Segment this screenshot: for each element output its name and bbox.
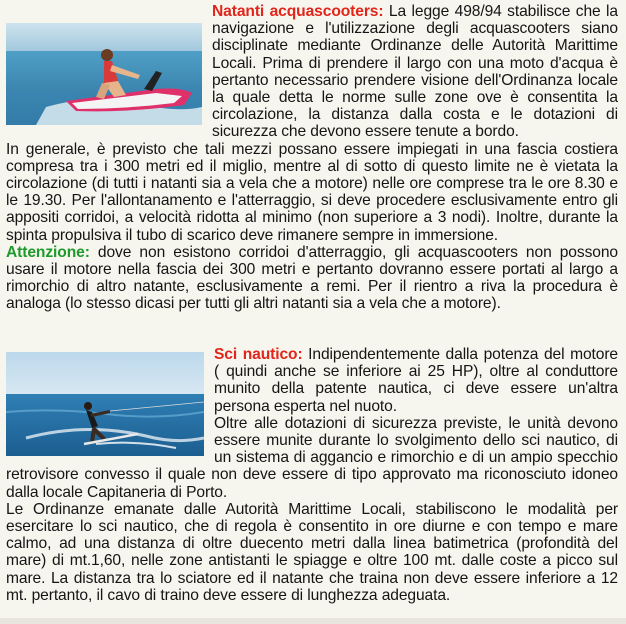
jet-ski-photo [6, 23, 202, 125]
bottom-edge [0, 618, 626, 624]
warning-text: dove non esistono corridoi d'atterraggio, gli acquascooters non possono usare il motore nella fascia dei 300 metri e pertanto dovranno essere portati al largo a rimorchio di altro natante, esclusivamente a remi. Per il rientro a riva la procedura è analoga (lo stesso dicasi per tutti gli altri natanti sia a vela che a motore). [6, 243, 618, 313]
jet-ski-title: Natanti acquascooters: [212, 3, 384, 20]
water-ski-title: Sci nautico: [214, 346, 303, 363]
water-ski-section [6, 346, 618, 604]
warning-label: Attenzione: [6, 243, 90, 261]
water-ski-paragraph-3: Le Ordinanze emanate dalle Autorità Marittime Locali, stabiliscono le modalità per esercitare lo sci nautico, che di regola è consentito in ore diurne e con tempo e mare calmo, ad una distanza di oltre duecento metri dalla linea batimetrica (profondità del mare) di mt.1,60, nelle zone antistanti le spiagge e oltre 100 mt. dalle coste a picco sul mare. La distanza tra lo sciatore ed il natante che traina non deve essere inferiore a 12 mt. pertanto, il cavo di traino deve essere di lunghezza adeguata. [6, 500, 618, 604]
jet-ski-section [6, 3, 618, 313]
water-ski-text-1: Indipendentemente dalla potenza del motore ( quindi anche se inferiore ai 25 HP), oltre al conduttore munito della patente nautica, ci deve essere un'altra persona esperta nel nuoto. [214, 346, 618, 415]
water-ski-photo [6, 352, 204, 456]
jet-ski-text-1: La legge 498/94 stabilisce che la navigazione e l'utilizzazione degli acquascooters siano disciplinate mediante Ordinanze delle Autorità Marittime Locali. Prima di prendere il largo con una moto d'acqua è pertanto necessario prendere visione dell'Ordinanza locale la quale detta le norme sulle zone ove è consentita la circolazione, la distanza dalla costa e le dotazioni di sicurezza che devono essere tenute a bordo. [212, 3, 618, 141]
jet-ski-paragraph-2: In generale, è previsto che tali mezzi possano essere impiegati in una fascia costiera compresa tra i 300 metri ed il miglio, mentre al di sotto di questo limite ne è vietata la circolazione (di tutti i natanti sia a vela che a motore) nelle ore comprese tra le ore 8.30 e le 19.30. Per l'allontanamento e l'atterraggio, si deve procedere esclusivamente entro gli appositi corridoi, a velocità ridotta al minimo (non superiore a 3 nodi). Inoltre, durante la spinta propulsiva il tubo di scarico deve rimanere sempre in immersione. [6, 140, 618, 244]
warning-paragraph [6, 244, 618, 313]
water-ski-paragraph-2: Oltre alle dotazioni di sicurezza previste, le unità devono essere munite durante lo svolgimento dello sci nautico, di un sistema di aggancio e rimorchio e di un ampio specchio retrovisore convesso il quale non deve essere di tipo approvato ma riconosciuto idoneo dalla locale Capitaneria di Porto. [6, 414, 618, 501]
